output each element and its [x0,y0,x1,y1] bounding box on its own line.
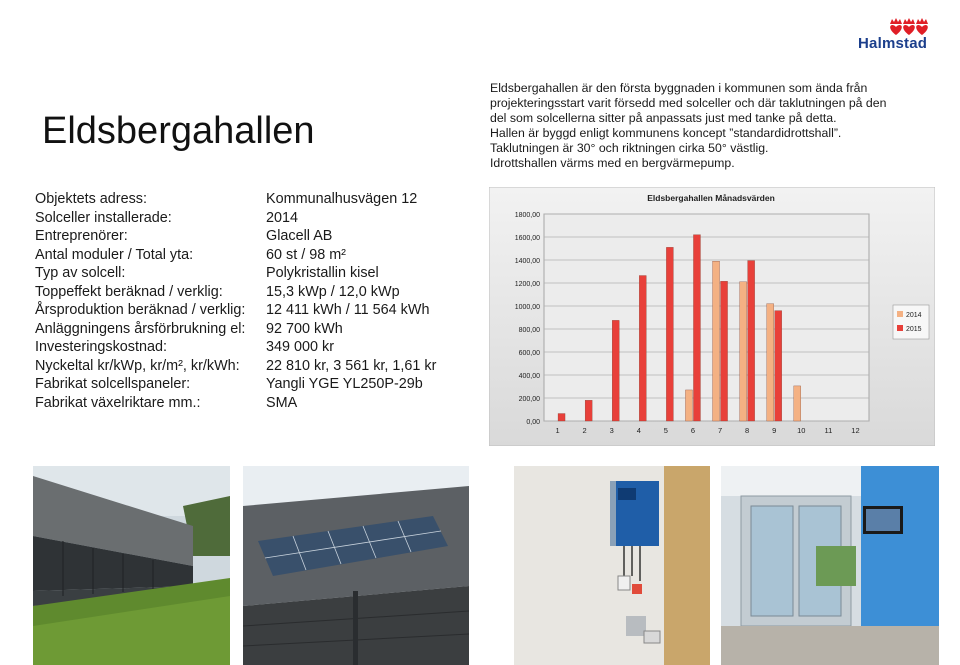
bar-2015-9 [775,311,782,421]
y-tick-label: 600,00 [518,350,540,357]
legend-swatch [897,311,903,317]
bar-2015-6 [693,235,700,421]
fact-label: Fabrikat solcellspaneler: [35,376,191,392]
x-tick-label: 8 [745,426,750,435]
fact-label: Entreprenörer: [35,228,128,244]
logo-text: Halmstad [858,35,928,52]
description [490,81,942,171]
x-tick-label: 5 [663,426,668,435]
x-tick-label: 11 [824,426,833,435]
bar-2014-9 [767,304,774,421]
y-tick-label: 0,00 [526,419,540,426]
monthly-values-chart [489,187,935,446]
fact-value: 92 700 kWh [266,320,343,337]
fact-value: 22 810 kr, 3 561 kr, 1,61 kr [266,357,437,374]
fact-label: Typ av solcell: [35,265,126,281]
fact-value: 12 411 kWh / 11 564 kWh [266,302,430,318]
description-line: Hallen är byggd enligt kommunens koncept ”standardidrottshall”. [490,126,842,140]
bar-2014-6 [685,390,692,421]
page-title: Eldsbergahallen [42,110,315,152]
y-tick-label: 400,00 [518,373,540,380]
bar-2015-4 [639,276,646,421]
fact-label: Antal moduler / Total yta: [35,246,194,263]
bar-2015-3 [612,320,619,421]
crowned-hearts-icon [856,16,938,36]
bar-2014-10 [794,386,801,421]
bar-2015-5 [666,247,673,421]
halmstad-logo [856,16,938,54]
description-line: projekteringsstart varit försedd med solceller och där taklutningen på den [490,96,887,110]
y-tick-label: 1200,00 [514,281,540,288]
bar-2015-8 [748,261,755,421]
fact-label: Solceller installerade: [35,209,172,226]
fact-label: Anläggningens årsförbrukning el: [35,320,246,337]
x-tick-label: 4 [636,426,641,435]
description-line: del som solcellerna sitter på anpassats just med tanke på detta. [490,111,837,125]
plot-area [544,214,869,421]
y-tick-label: 1600,00 [514,235,540,242]
y-tick-label: 1800,00 [514,212,540,219]
fact-value: 15,3 kWp / 12,0 kWp [266,283,400,300]
x-tick-label: 2 [582,426,587,435]
description-line: Idrottshallen värms med en bergvärmepump. [490,156,735,170]
x-tick-label: 7 [717,426,723,435]
fact-label: Nyckeltal kr/kWp, kr/m², kr/kWh: [35,357,240,374]
description-line: Eldsbergahallen är den första byggnaden i kommunen som ända från [490,81,868,95]
legend-box [893,305,929,339]
x-tick-label: 10 [797,426,806,435]
fact-value: Kommunalhusvägen 12 [266,191,418,207]
x-tick-label: 3 [609,426,614,435]
fact-value: SMA [266,394,298,411]
fact-value: Yangli YGE YL250P-29b [266,376,423,392]
fact-label: Investeringskostnad: [35,339,167,355]
y-tick-label: 1000,00 [514,304,540,311]
x-tick-label: 6 [690,426,696,435]
x-tick-label: 1 [555,426,560,435]
legend-label: 2015 [906,326,922,333]
y-tick-label: 800,00 [518,327,540,334]
bar-2014-8 [740,282,747,421]
bar-2015-7 [721,281,728,421]
entrance-display-photo [721,466,939,665]
fact-label: Fabrikat växelriktare mm.: [35,394,201,411]
x-tick-label: 9 [772,426,777,435]
x-tick-label: 12 [851,426,860,435]
building-exterior-photo [33,466,230,665]
fact-value: Glacell AB [266,228,333,244]
legend-swatch [897,325,903,331]
fact-value: 349 000 kr [266,339,335,355]
fact-label: Toppeffekt beräknad / verklig: [35,283,223,300]
inverter-photo [514,466,710,665]
bar-2014-7 [713,261,720,421]
chart-title: Eldsbergahallen Månadsvärden [647,193,775,203]
bar-2015-2 [585,400,592,421]
fact-value: Polykristallin kisel [266,265,379,281]
y-tick-label: 200,00 [518,396,540,403]
fact-label: Årsproduktion beräknad / verklig: [35,302,246,318]
fact-value: 60 st / 98 m² [266,246,346,263]
description-line: Taklutningen är 30° och riktningen cirka 50° västlig. [490,141,769,155]
fact-label: Objektets adress: [35,191,147,207]
bar-2015-1 [558,414,565,421]
fact-value: 2014 [266,209,299,226]
y-tick-label: 1400,00 [514,258,540,265]
legend-label: 2014 [906,312,922,319]
roof-solar-panels-photo [243,466,469,665]
